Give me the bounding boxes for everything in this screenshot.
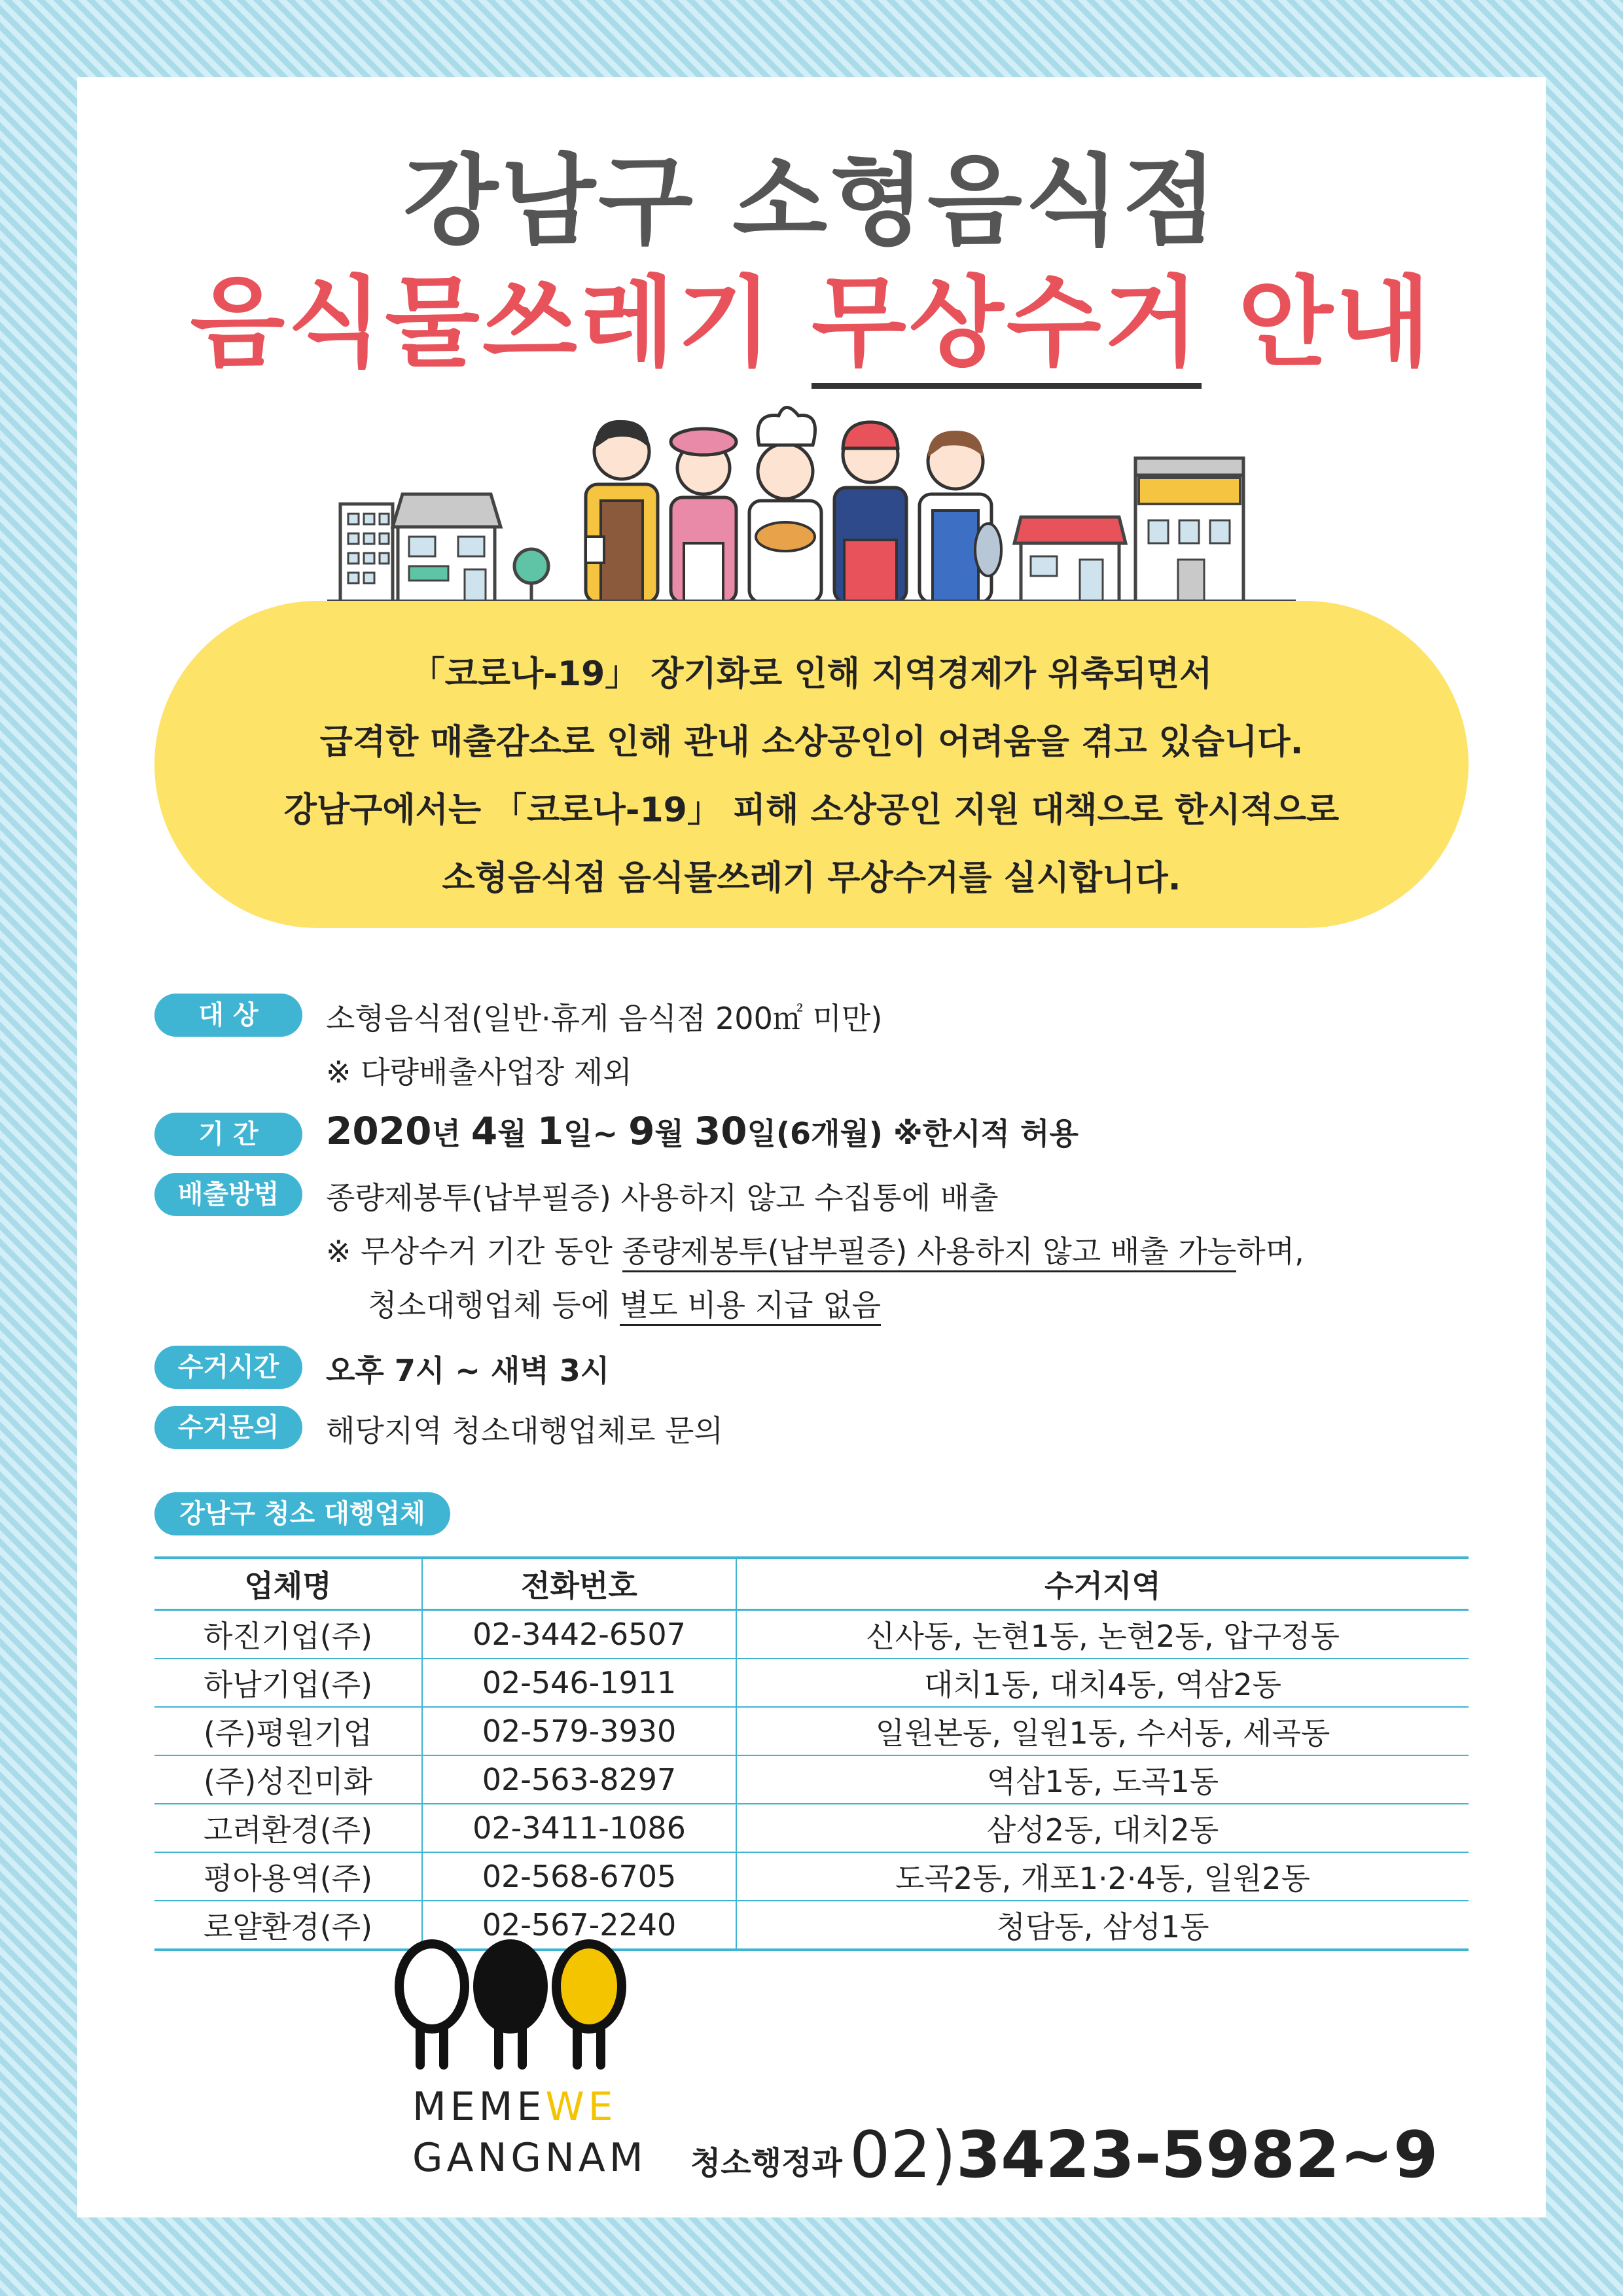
meme-we-logo-icon (393, 1937, 628, 2081)
area-cell: 신사동, 논현1동, 논현2동, 압구정동 (736, 1610, 1469, 1659)
table-row (154, 1707, 1469, 1755)
phone-cell: 02-3411-1086 (422, 1804, 736, 1852)
target-value: 소형음식점(일반·휴게 음식점 200㎡ 미만) (326, 1001, 883, 1036)
worker-chef-icon (749, 408, 821, 603)
title-part-c: 안내 (1201, 266, 1433, 380)
logo-figure-black-icon (478, 1944, 543, 2065)
contractor-table (154, 1556, 1469, 1951)
method-value: 종량제봉투(납부필증) 사용하지 않고 수집통에 배출 (326, 1180, 999, 1215)
header-phone: 전화번호 (422, 1558, 736, 1610)
worker-barista-icon (586, 420, 658, 602)
intro-line: 「코로나-19」 장기화로 인해 지역경제가 위축되면서 (410, 655, 1213, 694)
method-note-line2: 청소대행업체 등에 별도 비용 지급 없음 (368, 1282, 881, 1325)
tree-icon (514, 549, 548, 602)
store-awning-icon (1014, 517, 1126, 602)
table-row (154, 1659, 1469, 1707)
office-building-icon (340, 504, 393, 602)
table-label-badge: 강남구 청소 대행업체 (154, 1492, 450, 1535)
table-header-row (154, 1558, 1469, 1610)
target-label-badge: 대 상 (154, 994, 302, 1037)
table-row (154, 1804, 1469, 1852)
area-cell: 대치1동, 대치4동, 역삼2동 (736, 1659, 1469, 1707)
shop-workers-illustration (327, 380, 1296, 602)
period-value: 2020년 4월 1일~ 9월 30일(6개월) ※한시적 허용 (326, 1109, 1079, 1153)
method-label-badge: 배출방법 (154, 1173, 302, 1216)
table-row (154, 1901, 1469, 1950)
logo-wordmark-line2: GANGNAM (412, 2135, 647, 2181)
phone-cell: 02-3442-6507 (422, 1610, 736, 1659)
header-company: 업체명 (154, 1558, 422, 1610)
intro-line: 급격한 매출감소로 인해 관내 소상공인이 어려움을 겪고 있습니다. (319, 723, 1304, 762)
time-label-badge: 수거시간 (154, 1346, 302, 1389)
area-cell: 청담동, 삼성1동 (736, 1901, 1469, 1950)
area-cell: 일원본동, 일원1동, 수서동, 세곡동 (736, 1707, 1469, 1755)
area-cell: 역삼1동, 도곡1동 (736, 1755, 1469, 1804)
company-cell: 로얄환경(주) (154, 1901, 422, 1950)
title-line-2 (0, 243, 1623, 385)
logo-figure-yellow-icon (556, 1944, 622, 2065)
logo-wordmark-line1: MEMEWE (412, 2084, 617, 2130)
phone-cell: 02-568-6705 (422, 1852, 736, 1901)
company-cell: 하진기업(주) (154, 1610, 422, 1659)
title-highlight: 무상수거 (812, 266, 1202, 389)
company-cell: 고려환경(주) (154, 1804, 422, 1852)
method-note-line1: ※ 무상수거 기간 동안 종량제봉투(납부필증) 사용하지 않고 배출 가능하며, (326, 1228, 1304, 1271)
phone-cell: 02-567-2240 (422, 1901, 736, 1950)
house-icon (393, 494, 501, 602)
inquiry-value: 해당지역 청소대행업체로 문의 (326, 1413, 723, 1448)
header-area: 수거지역 (736, 1558, 1469, 1610)
inquiry-label-badge: 수거문의 (154, 1406, 302, 1449)
phone-cell: 02-563-8297 (422, 1755, 736, 1804)
company-cell: (주)성진미화 (154, 1755, 422, 1804)
department-label: 청소행정과 (690, 2145, 842, 2181)
company-cell: (주)평원기업 (154, 1707, 422, 1755)
intro-line: 소형음식점 음식물쓰레기 무상수거를 실시합니다. (442, 859, 1181, 898)
intro-text (154, 640, 1469, 912)
title-part-a: 음식물쓰레기 (190, 266, 812, 380)
time-value: 오후 7시 ~ 새벽 3시 (326, 1353, 610, 1388)
period-label-badge: 기 간 (154, 1113, 302, 1156)
company-cell: 하남기업(주) (154, 1659, 422, 1707)
intro-line: 강남구에서는 「코로나-19」 피해 소상공인 지원 대책으로 한시적으로 (283, 791, 1340, 830)
worker-pink-hat-icon (671, 429, 736, 602)
area-cell: 삼성2동, 대치2동 (736, 1804, 1469, 1852)
title-line-1: 강남구 소형음식점 (403, 145, 1220, 259)
phone-cell: 02-579-3930 (422, 1707, 736, 1755)
worker-fishmonger-icon (919, 431, 1001, 602)
contact-phone: 02)3423-5982~9 (849, 2118, 1438, 2193)
table-row (154, 1755, 1469, 1804)
phone-cell: 02-546-1911 (422, 1659, 736, 1707)
table-row (154, 1610, 1469, 1659)
target-note: ※ 다량배출사업장 제외 (326, 1054, 632, 1090)
cafe-building-icon (1135, 458, 1243, 602)
area-cell: 도곡2동, 개포1·2·4동, 일원2동 (736, 1852, 1469, 1901)
worker-red-bandana-icon (834, 422, 906, 602)
logo-figure-white-icon (399, 1944, 465, 2065)
table-row (154, 1852, 1469, 1901)
company-cell: 평아용역(주) (154, 1852, 422, 1901)
